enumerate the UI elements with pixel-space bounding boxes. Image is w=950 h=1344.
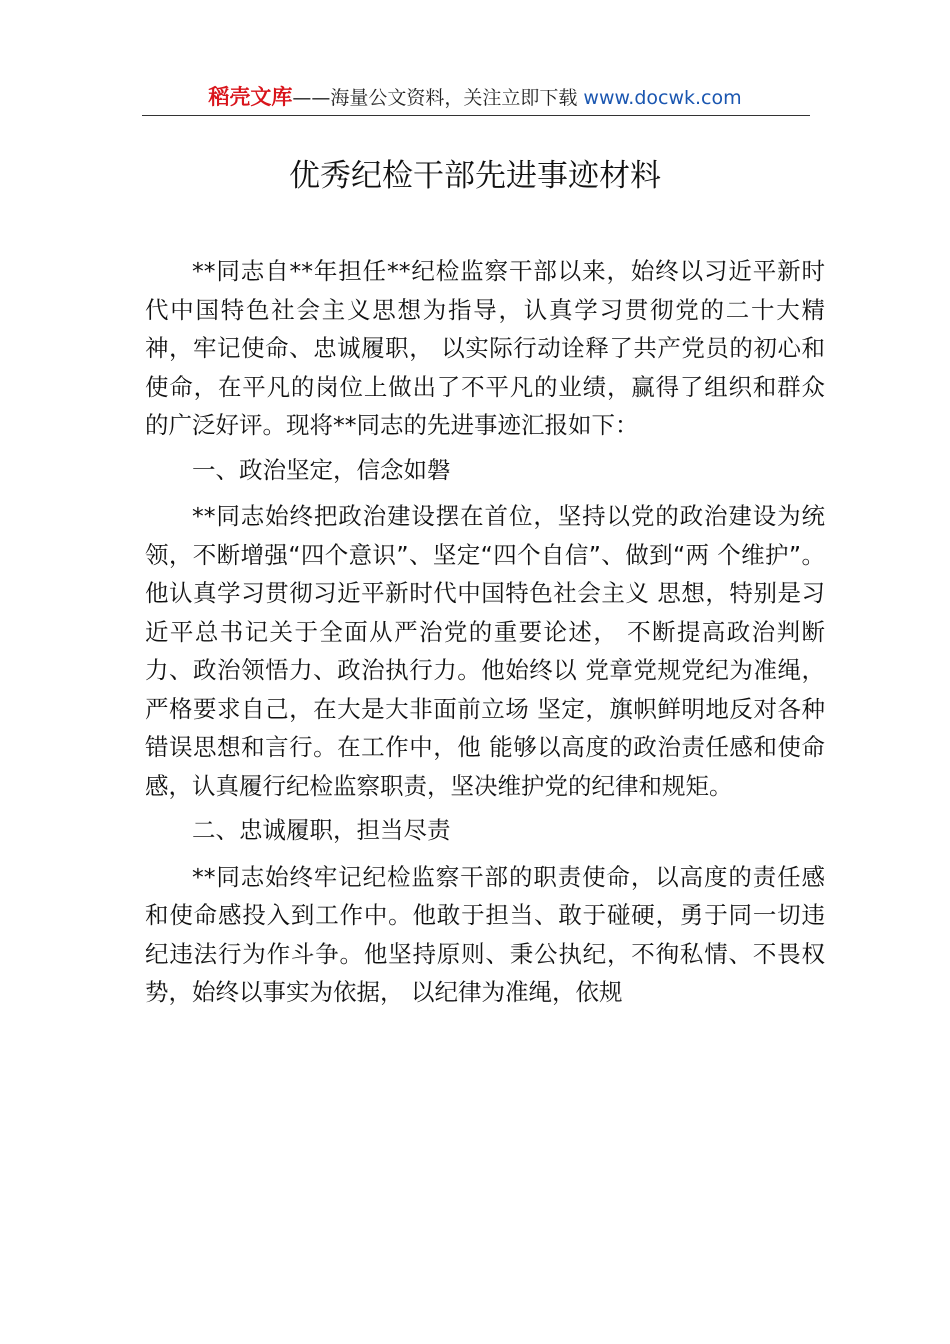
document-body — [145, 252, 825, 1018]
header-divider — [142, 115, 810, 116]
header-tagline: ——海量公文资料，关注立即下载 — [292, 87, 584, 109]
section-2-paragraph: **同志始终牢记纪检监察干部的职责使命，以高度的责任感和使命感投入到工作中。他敢于担当、敢于碰硬，勇于同一切违纪违法行为作斗争。他坚持原则、秉公执纪，不徇私情、不畏权势，始终以事实为依据， 以纪律为准绳，依规 — [145, 862, 825, 1006]
section-heading-1: 一、政治坚定，信念如磐 — [192, 455, 451, 484]
page-header — [0, 84, 950, 111]
brand-name: 稻壳文库 — [208, 85, 293, 109]
section-1-paragraph: **同志始终把政治建设摆在首位，坚持以党的政治建设为统领，不断增强“四个意识”、坚定“四个自信”、做到“两 个维护”。他认真学习贯彻习近平新时代中国特色社会主义 思想，特别是习近平总书记关于全面从严治党的重要论述， 不断提高政治判断力、政治领悟力、政治执行力。他始终以 党章党规党纪为准绳，严格要求自己，在大是大非面前立场 坚定，旗帜鲜明地反对各种错误思想和言行。在工作中，他 能够以高度的政治责任感和使命感，认真履行纪检监察职责，坚决维护党的纪律和规矩。 — [145, 502, 825, 800]
site-url-link[interactable]: www.docwk.com — [583, 87, 742, 109]
section-heading-2: 二、忠诚履职，担当尽责 — [192, 816, 451, 844]
intro-paragraph: **同志自**年担任**纪检监察干部以来，始终以习近平新时代中国特色社会主义思想为指导，认真学习贯彻党的二十大精神，牢记使命、忠诚履职， 以实际行动诠释了共产党员的初心和使命，在平凡的岗位上做出了不平凡的业绩，赢得了组织和群众的广泛好评。现将**同志的先进事迹汇报如下： — [145, 257, 825, 439]
document-title: 优秀纪检干部先进事迹材料 — [289, 158, 661, 194]
